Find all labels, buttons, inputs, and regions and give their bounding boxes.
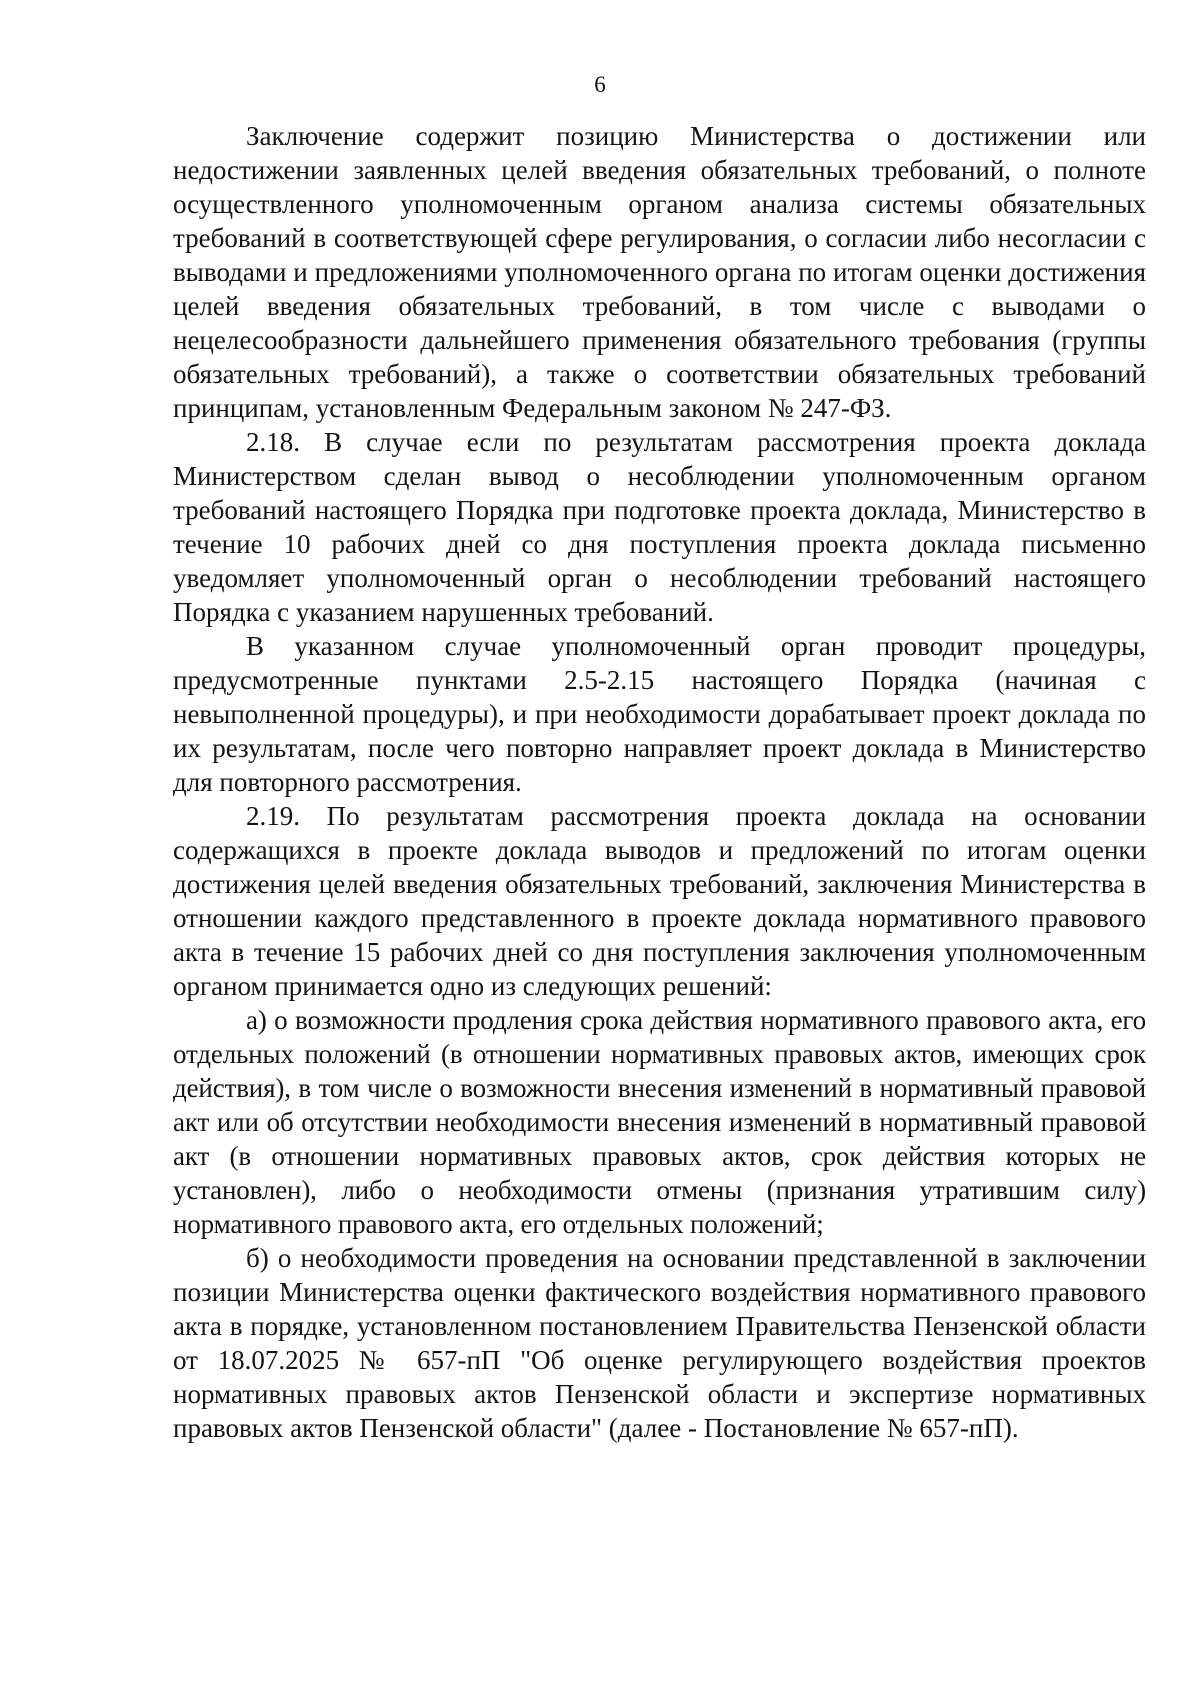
document-body xyxy=(173,119,1146,1445)
paragraph-conclusion-content: Заключение содержит позицию Министерства о достижении или недостижении заявленных целей введения обязательных требований, о полноте осуществленного уполномоченным органом анализа системы обязательных требований в соответствующей сфере регулирования, о согласии либо несогласии с выводами и предложениями уполномоченного органа по итогам оценки достижения целей введения обязательных требований, в том числе с выводами о нецелесообразности дальнейшего применения обязательного требования (группы обязательных требований), а также о соответствии обязательных требований принципам, установленным Федеральным законом № 247-ФЗ. xyxy=(173,121,1146,423)
paragraph-2-19-a: а) о возможности продления срока действия нормативного правового акта, его отдельных положений (в отношении нормативных правовых актов, имеющих срок действия), в том числе о возможности внесения изменений в нормативный правовой акт или об отсутствии необходимости внесения изменений в нормативный правовой акт (в отношении нормативных правовых актов, срок действия которых не установлен), либо о необходимости отмены (признания утратившим силу) нормативного правового акта, его отдельных положений; xyxy=(173,1005,1146,1239)
page-number: 6 xyxy=(594,72,606,97)
paragraph-2-19-b: б) о необходимости проведения на основании представленной в заключении позиции Министерства оценки фактического воздействия нормативного правового акта в порядке, установленном постановлением Правительства Пензенской области от 18.07.2025 № 657-пП "Об оценке регулирующего воздействия проектов нормативных правовых актов Пензенской области и экспертизе нормативных правовых актов Пензенской области" (далее - Постановление № 657-пП). xyxy=(173,1243,1146,1443)
paragraph-2-18-procedure: В указанном случае уполномоченный орган проводит процедуры, предусмотренные пунктами 2.5-2.15 настоящего Порядка (начиная с невыполненной процедуры), и при необходимости дорабатывает проект доклада по их результатам, после чего повторно направляет проект доклада в Министерство для повторного рассмотрения. xyxy=(173,631,1146,797)
paragraph-2-19: 2.19. По результатам рассмотрения проекта доклада на основании содержащихся в проекте доклада выводов и предложений по итогам оценки достижения целей введения обязательных требований, заключения Министерства в отношении каждого представленного в проекте доклада нормативного правового акта в течение 15 рабочих дней со дня поступления заключения уполномоченным органом принимается одно из следующих решений: xyxy=(173,801,1146,1001)
paragraph-2-18: 2.18. В случае если по результатам рассмотрения проекта доклада Министерством сделан вывод о несоблюдении уполномоченным органом требований настоящего Порядка при подготовке проекта доклада, Министерство в течение 10 рабочих дней со дня поступления проекта доклада письменно уведомляет уполномоченный орган о несоблюдении требований настоящего Порядка с указанием нарушенных требований. xyxy=(173,427,1146,627)
